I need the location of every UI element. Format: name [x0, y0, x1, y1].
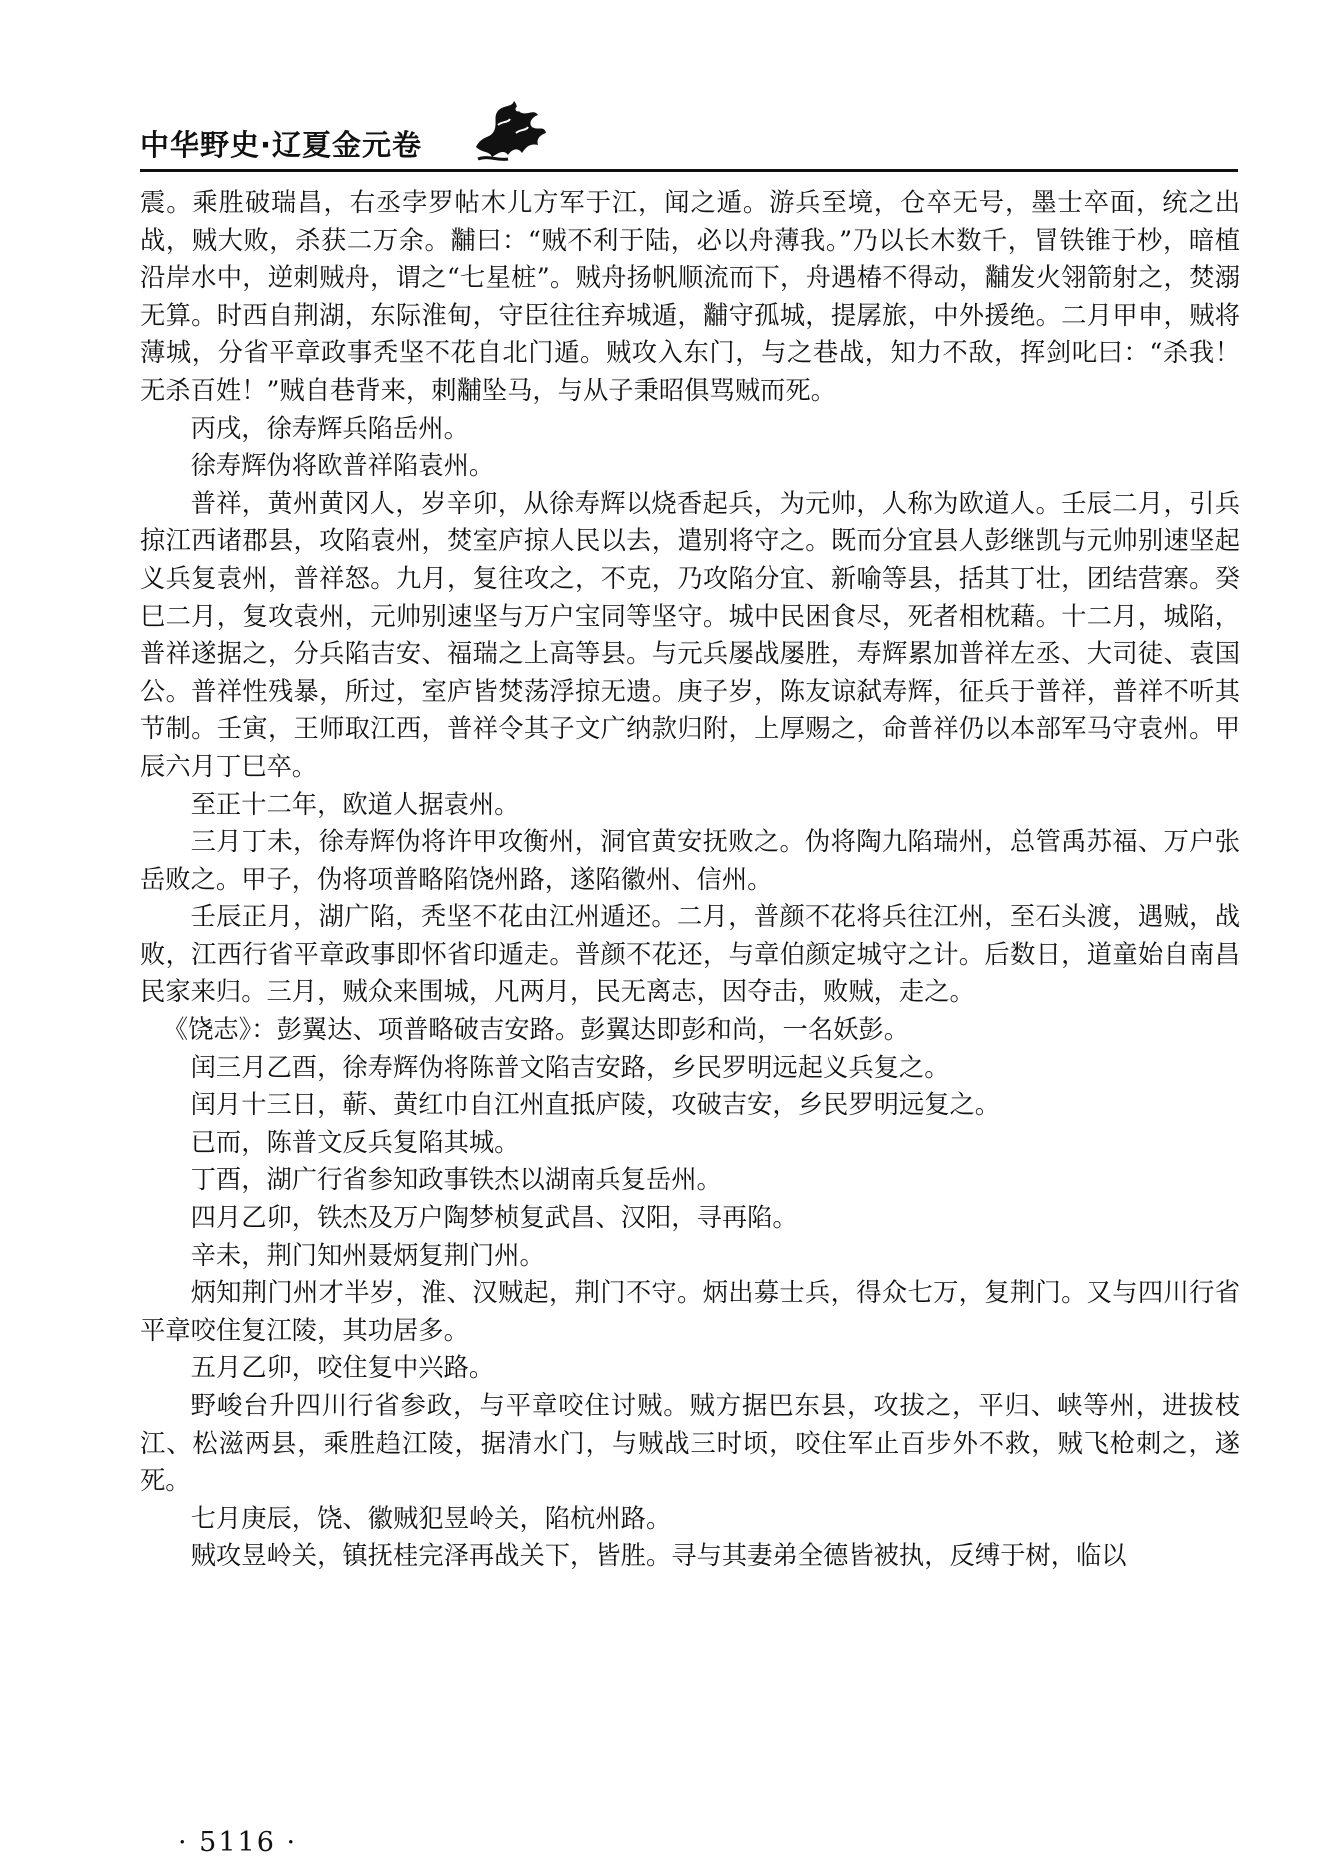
- paragraph: 炳知荆门州才半岁，淮、汉贼起，荆门不守。炳出募士兵，得众七万，复荆门。又与四川行省平章咬住复江陵，其功居多。: [140, 1278, 1240, 1345]
- paragraph: 震。乘胜破瑞昌，右丞孛罗帖木儿方军于江，闻之遁。游兵至境，仓卒无号，墨士卒面，统之出战，贼大败，杀获二万余。黼曰：“贼不利于陆，必以舟薄我。”乃以长木数千，冒铁锥于杪，暗植沿岸水中，逆刺贼舟，谓之“七星桩”。贼舟扬帆顺流而下，舟遇椿不得动，黼发火翎箭射之，焚溺无算。时西自荆湖，东际淮甸，守臣往往弃城遁，黼守孤城，提孱旅，中外援绝。二月甲申，贼将薄城，分省平章政事秃坚不花自北门遁。贼攻入东门，与之巷战，知力不敌，挥剑叱曰：“杀我！无杀百姓！”贼自巷背来，刺黼坠马，与从子秉昭俱骂贼而死。: [140, 188, 1240, 405]
- paragraph: 已而，陈普文反兵复陷其城。: [190, 1127, 520, 1157]
- page-header: [140, 95, 1240, 175]
- paragraph: 丁酉，湖广行省参知政事铁杰以湖南兵复岳州。: [190, 1165, 722, 1195]
- dragon-icon: [468, 95, 550, 165]
- paragraph: 野峻台升四川行省参政，与平章咬住讨贼。贼方据巴东县，攻拔之，平归、峡等州，进拔枝江、松滋两县，乘胜趋江陵，据清水门，与贼战三时顷，咬住军止百步外不救，贼飞枪刺之，遂死。: [140, 1391, 1240, 1496]
- paragraph: 闰三月乙酉，徐寿辉伪将陈普文陷吉安路，乡民罗明远起义兵复之。: [190, 1052, 950, 1082]
- page-number: · 5116 ·: [178, 1827, 298, 1858]
- paragraph: 《饶志》：彭翼达、项普略破吉安路。彭翼达即彭和尚，一名妖彭。: [162, 1015, 910, 1045]
- paragraph: 三月丁未，徐寿辉伪将许甲攻衡州，洞官黄安抚败之。伪将陶九陷瑞州，总管禹苏福、万户张岳败之。甲子，伪将项普略陷饶州路，遂陷徽州、信州。: [140, 827, 1240, 894]
- paragraph: 七月庚辰，饶、徽贼犯昱岭关，陷杭州路。: [190, 1503, 672, 1533]
- paragraph: 壬辰正月，湖广陷，秃坚不花由江州遁还。二月，普颜不花将兵往江州，至石头渡，遇贼，战败，江西行省平章政事即怀省印遁走。普颜不花还，与章伯颜定城守之计。后数日，道童始自南昌民家来归。三月，贼众来围城，凡两月，民无离志，因夺击，败贼，走之。: [140, 902, 1240, 1007]
- page-body: [140, 184, 1240, 1575]
- paragraph: 至正十二年，欧道人据袁州。: [190, 789, 520, 819]
- paragraph: 闰月十三日，蕲、黄红巾自江州直抵庐陵，攻破吉安，乡民罗明远复之。: [190, 1090, 1001, 1120]
- paragraph: 四月乙卯，铁杰及万户陶梦桢复武昌、汉阳，寻再陷。: [190, 1203, 798, 1233]
- paragraph: 贼攻昱岭关，镇抚桂完泽再战关下，皆胜。寻与其妻弟全德皆被执，反缚于树，临以: [190, 1541, 1127, 1571]
- book-title: 中华野史·辽夏金元卷: [140, 128, 423, 162]
- paragraph: 普祥，黄州黄冈人，岁辛卯，从徐寿辉以烧香起兵，为元帅，人称为欧道人。壬辰二月，引兵掠江西诸郡县，攻陷袁州，焚室庐掠人民以去，遣别将守之。既而分宜县人彭继凯与元帅别速坚起义兵复袁州，普祥怒。九月，复往攻之，不克，乃攻陷分宜、新喻等县，括其丁壮，团结营寨。癸巳二月，复攻袁州，元帅别速坚与万户宝同等坚守。城中民困食尽，死者相枕藉。十二月，城陷，普祥遂据之，分兵陷吉安、福瑞之上高等县。与元兵屡战屡胜，寿辉累加普祥左丞、大司徒、袁国公。普祥性残暴，所过，室庐皆焚荡浮掠无遗。庚子岁，陈友谅弑寿辉，征兵于普祥，普祥不听其节制。壬寅，王师取江西，普祥令其子文广纳款归附，上厚赐之，命普祥仍以本部军马守袁州。甲辰六月丁巳卒。: [140, 488, 1240, 781]
- paragraph: 辛未，荆门知州聂炳复荆门州。: [190, 1240, 545, 1270]
- header-rule: [140, 169, 1238, 172]
- paragraph: 五月乙卯，咬住复中兴路。: [190, 1353, 495, 1383]
- paragraph: 丙戌，徐寿辉兵陷岳州。: [190, 413, 469, 443]
- paragraph: 徐寿辉伪将欧普祥陷袁州。: [190, 451, 495, 481]
